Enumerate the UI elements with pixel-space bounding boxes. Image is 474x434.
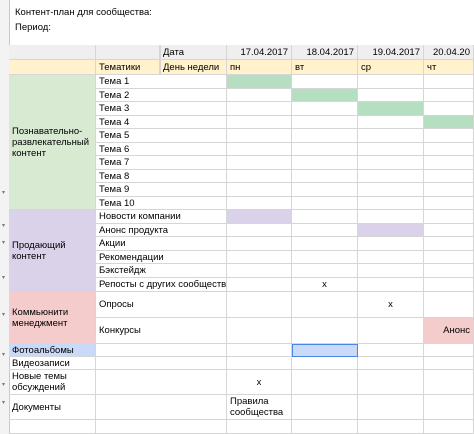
row-marker: ▾ — [2, 400, 6, 406]
schedule-cell[interactable] — [358, 370, 424, 395]
schedule-cell-anons[interactable]: Анонс — [424, 318, 474, 344]
weekday-cell-4[interactable]: чт — [424, 60, 474, 75]
empty-cell[interactable] — [358, 420, 424, 434]
schedule-cell[interactable] — [292, 357, 358, 370]
schedule-cell-filled[interactable] — [227, 210, 292, 224]
topic-cell[interactable]: Тема 10 — [96, 197, 227, 210]
topic-cell[interactable]: Тема 1 — [96, 75, 227, 89]
weekday-cell-1[interactable]: пн — [227, 60, 292, 75]
topic-cell[interactable]: Рекомендации — [96, 251, 227, 264]
schedule-cell[interactable] — [292, 210, 358, 224]
weekday-cell-2[interactable]: вт — [292, 60, 358, 75]
topic-cell[interactable] — [96, 357, 227, 370]
empty-cell[interactable] — [9, 420, 96, 434]
topic-cell[interactable]: Конкурсы — [96, 318, 227, 344]
schedule-cell-filled[interactable] — [358, 224, 424, 237]
schedule-cell[interactable] — [424, 395, 474, 420]
schedule-cell[interactable] — [292, 224, 358, 237]
schedule-cell[interactable] — [227, 357, 292, 370]
header-corner-cell[interactable] — [9, 45, 96, 60]
header-empty-cell[interactable] — [96, 45, 160, 60]
group-cell-videos[interactable]: Видеозаписи — [9, 357, 96, 370]
schedule-cell[interactable] — [424, 344, 474, 357]
topic-cell[interactable]: Новости компании — [96, 210, 227, 224]
schedule-cell[interactable] — [358, 278, 424, 292]
topic-cell[interactable]: Репосты с других сообществ — [96, 278, 227, 292]
schedule-cell[interactable] — [424, 292, 474, 318]
schedule-cell[interactable] — [424, 357, 474, 370]
empty-cell[interactable] — [227, 420, 292, 434]
row-marker: ▾ — [2, 190, 6, 196]
row-marker: ▾ — [2, 382, 6, 388]
schedule-cell[interactable] — [358, 357, 424, 370]
schedule-cell[interactable] — [424, 224, 474, 237]
period-label[interactable]: Период: — [15, 22, 51, 33]
row-marker: ▾ — [2, 352, 6, 358]
schedule-cell[interactable] — [227, 224, 292, 237]
group-cell-community[interactable]: Коммьюнити менеджмент — [9, 292, 96, 344]
schedule-cell[interactable] — [227, 278, 292, 292]
schedule-cell[interactable] — [424, 102, 474, 116]
topic-cell[interactable]: Тема 6 — [96, 143, 227, 156]
schedule-cell[interactable] — [292, 370, 358, 395]
schedule-cell-filled[interactable] — [424, 116, 474, 129]
date-cell-4[interactable]: 20.04.20 — [424, 45, 474, 60]
row-marker: ▾ — [2, 275, 6, 281]
schedule-cell[interactable] — [227, 237, 292, 278]
weekday-cell-3[interactable]: ср — [358, 60, 424, 75]
topic-cell[interactable]: Тема 8 — [96, 170, 227, 183]
schedule-cell-filled[interactable] — [227, 75, 292, 89]
date-cell-2[interactable]: 18.04.2017 — [292, 45, 358, 60]
row-marker: ▾ — [2, 223, 6, 229]
topic-cell[interactable]: Тема 5 — [96, 129, 227, 143]
schedule-cell-filled[interactable] — [292, 89, 358, 102]
schedule-cell[interactable] — [424, 237, 474, 278]
spreadsheet[interactable] — [9, 0, 474, 434]
group-cell-documents[interactable]: Документы — [9, 395, 96, 420]
schedule-cell[interactable] — [292, 237, 358, 278]
topic-cell[interactable] — [96, 344, 227, 357]
schedule-cell[interactable] — [358, 237, 424, 278]
schedule-mark-x[interactable]: x — [292, 278, 358, 292]
empty-cell[interactable] — [292, 420, 358, 434]
schedule-cell[interactable] — [227, 116, 292, 129]
topic-cell[interactable]: Тема 3 — [96, 102, 227, 116]
schedule-mark-x[interactable]: x — [358, 292, 424, 318]
schedule-cell[interactable] — [358, 89, 424, 102]
topic-cell[interactable] — [96, 395, 227, 420]
topic-cell[interactable]: Бэкстейдж — [96, 264, 227, 278]
topic-cell[interactable]: Тема 7 — [96, 156, 227, 170]
schedule-cell[interactable] — [227, 102, 292, 116]
schedule-cell[interactable] — [292, 318, 358, 344]
schedule-cell-filled[interactable] — [358, 102, 424, 116]
group-cell-educational[interactable]: Познавательно-развлекательный контент — [9, 75, 96, 210]
schedule-cell-rules[interactable]: Правила сообщества — [227, 395, 292, 420]
schedule-cell[interactable] — [358, 344, 424, 357]
plan-title[interactable]: Контент-план для сообщества: — [15, 7, 152, 18]
schedule-cell[interactable] — [292, 102, 358, 116]
schedule-cell[interactable] — [227, 318, 292, 344]
row-marker: ▾ — [2, 240, 6, 246]
schedule-cell[interactable] — [358, 395, 424, 420]
topic-cell[interactable]: Опросы — [96, 292, 227, 318]
schedule-cell[interactable] — [227, 292, 292, 318]
schedule-cell[interactable] — [424, 278, 474, 292]
group-cell-discussions[interactable]: Новые темы обсуждений — [9, 370, 96, 395]
schedule-cell[interactable] — [358, 318, 424, 344]
schedule-cell[interactable] — [292, 395, 358, 420]
schedule-cell[interactable] — [227, 89, 292, 102]
row-marker: ▾ — [2, 312, 6, 318]
group-cell-photo-albums[interactable]: Фотоальбомы — [9, 344, 96, 357]
topic-cell[interactable]: Тема 9 — [96, 183, 227, 197]
schedule-cell[interactable] — [424, 210, 474, 224]
schedule-cell[interactable] — [227, 344, 292, 357]
group-cell-selling[interactable]: Продающий контент — [9, 210, 96, 292]
topic-cell[interactable] — [96, 370, 227, 395]
weekday-row-corner[interactable] — [9, 60, 96, 75]
weekday-label-cell[interactable]: День недели — [160, 60, 227, 75]
topic-cell[interactable]: Анонс продукта — [96, 224, 227, 237]
topic-cell[interactable]: Тема 4 — [96, 116, 227, 129]
empty-cell[interactable] — [424, 420, 474, 434]
schedule-cell-selected[interactable] — [292, 344, 358, 357]
schedule-cell[interactable] — [292, 75, 358, 89]
schedule-cell[interactable] — [358, 116, 424, 129]
topic-cell[interactable]: Тема 2 — [96, 89, 227, 102]
topics-label-cell[interactable]: Тематики — [96, 60, 160, 75]
date-label-cell[interactable]: Дата — [160, 45, 227, 60]
topic-cell[interactable]: Акции — [96, 237, 227, 251]
schedule-mark-x[interactable]: x — [227, 370, 292, 395]
schedule-cell[interactable] — [424, 370, 474, 395]
schedule-cell[interactable] — [358, 75, 424, 89]
date-cell-3[interactable]: 19.04.2017 — [358, 45, 424, 60]
empty-cell[interactable] — [96, 420, 227, 434]
schedule-cell[interactable] — [292, 292, 358, 318]
schedule-cell[interactable] — [424, 89, 474, 102]
date-cell-1[interactable]: 17.04.2017 — [227, 45, 292, 60]
schedule-cell[interactable] — [424, 75, 474, 89]
schedule-cell[interactable] — [358, 210, 424, 224]
schedule-cell[interactable] — [292, 116, 358, 129]
